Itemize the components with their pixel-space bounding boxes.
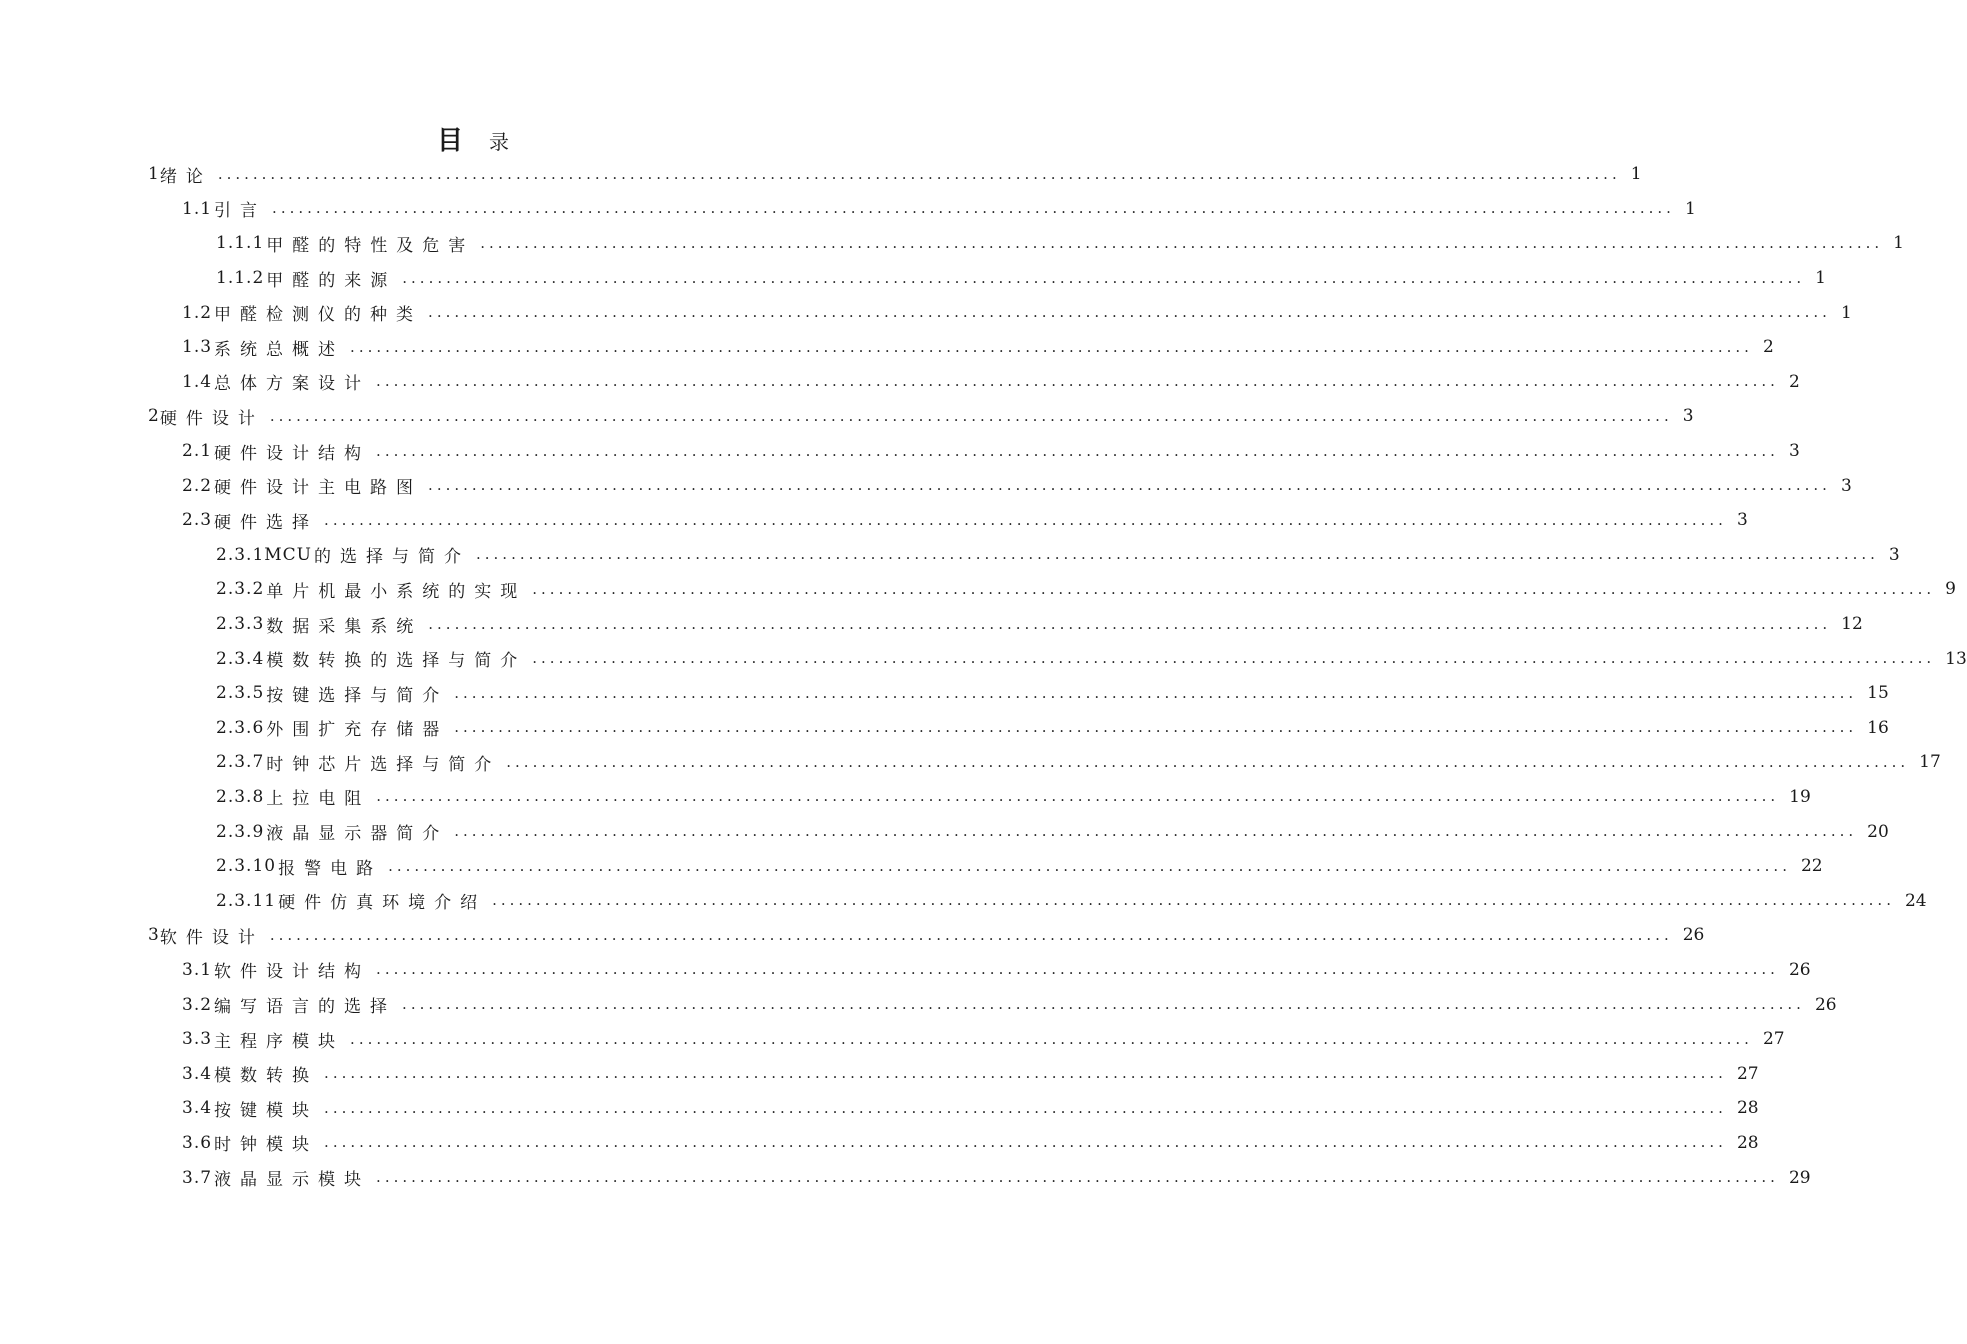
- toc-entry-number: 3.2: [182, 994, 213, 1015]
- toc-entry[interactable]: [0, 1160, 1811, 1195]
- toc-entry-number: 2.3: [182, 510, 213, 531]
- toc-entry-page: 28: [1736, 1132, 1759, 1153]
- toc-entry-page: 26: [1682, 925, 1705, 946]
- toc-entry[interactable]: [0, 1126, 1759, 1161]
- toc-dot-leader: ................................................................................................................................................................: [376, 1168, 1779, 1187]
- toc-entry-number: 3.4: [182, 1098, 213, 1119]
- toc-entry-number: 3.3: [182, 1029, 213, 1050]
- toc-entry-page: 2: [1788, 371, 1800, 392]
- toc-entry[interactable]: [0, 365, 1800, 400]
- toc-entry[interactable]: [0, 261, 1826, 296]
- toc-entry-page: 26: [1814, 994, 1837, 1015]
- toc-dot-leader: ................................................................................................................................................................: [428, 614, 1832, 633]
- toc-entry-page: 27: [1762, 1029, 1785, 1050]
- toc-entry-number: 1: [148, 164, 160, 185]
- toc-entry-page: 1: [1684, 198, 1696, 219]
- table-of-contents: [0, 157, 1967, 1195]
- toc-entry-page: 13: [1945, 648, 1967, 669]
- toc-entry-number: 2.3.8: [216, 786, 265, 807]
- toc-entry[interactable]: [0, 468, 1852, 503]
- toc-entry-page: 24: [1904, 890, 1927, 911]
- toc-title-main: 目: [436, 126, 467, 156]
- toc-dot-leader: ................................................................................................................................................................: [324, 1098, 1727, 1117]
- toc-dot-leader: ................................................................................................................................................................: [428, 476, 1831, 495]
- toc-entry-number: 2.3.5: [216, 683, 265, 704]
- toc-entry-page: 2: [1762, 337, 1774, 358]
- toc-entry-label: 甲醛的特性及危害: [266, 235, 475, 256]
- toc-entry-number: 3.4: [182, 1063, 213, 1084]
- toc-entry-label: 编写语言的选择: [214, 997, 397, 1018]
- toc-entry[interactable]: [0, 157, 1642, 192]
- toc-entry-label: 液晶显示模块: [214, 1170, 371, 1191]
- toc-entry-page: 1: [1630, 164, 1642, 185]
- toc-entry-label: 液晶显示器简介: [266, 824, 449, 845]
- toc-entry-label: 系统总概述: [214, 339, 345, 360]
- toc-dot-leader: ................................................................................................................................................................: [388, 856, 1791, 875]
- toc-entry-page: 3: [1736, 510, 1748, 531]
- toc-entry-page: 27: [1736, 1063, 1759, 1084]
- toc-entry[interactable]: [0, 399, 1694, 434]
- toc-entry-label: 硬件选择: [214, 512, 319, 533]
- toc-entry-number: 2.3.9: [216, 821, 265, 842]
- toc-entry-label: 上拉电阻: [266, 789, 371, 810]
- toc-entry-number: 2.3.2: [216, 579, 265, 600]
- toc-entry-label: 按键选择与简介: [266, 685, 449, 706]
- toc-dot-leader: ................................................................................................................................................................: [454, 683, 1858, 702]
- toc-entry[interactable]: [0, 745, 1941, 780]
- toc-entry[interactable]: [0, 330, 1774, 365]
- toc-dot-leader: ................................................................................................................................................................: [269, 406, 1673, 425]
- toc-entry-page: 1: [1840, 302, 1852, 323]
- toc-entry-label: 报警电路: [278, 858, 383, 879]
- toc-entry-label: 时钟模块: [214, 1135, 319, 1156]
- toc-entry-number: 1.2: [182, 302, 213, 323]
- toc-dot-leader: ................................................................................................................................................................: [376, 372, 1779, 391]
- toc-entry[interactable]: [0, 295, 1852, 330]
- toc-entry[interactable]: [0, 1056, 1759, 1091]
- toc-dot-leader: ................................................................................................................................................................: [350, 337, 1753, 356]
- toc-entry-page: 29: [1788, 1167, 1811, 1188]
- toc-entry-number: 2.3.4: [216, 648, 265, 669]
- toc-entry[interactable]: [0, 814, 1889, 849]
- toc-entry-label: 模数转换: [214, 1066, 319, 1087]
- toc-dot-leader: ................................................................................................................................................................: [532, 649, 1936, 668]
- toc-entry-label: 软件设计结构: [214, 962, 371, 983]
- toc-entry[interactable]: [0, 434, 1800, 469]
- toc-dot-leader: ................................................................................................................................................................: [454, 822, 1858, 841]
- toc-dot-leader: ................................................................................................................................................................: [324, 1064, 1727, 1083]
- toc-entry-label: 单片机最小系统的实现: [266, 581, 527, 602]
- toc-entry-page: 20: [1867, 821, 1889, 842]
- toc-entry-page: 3: [1888, 544, 1900, 565]
- toc-entry[interactable]: [0, 192, 1696, 227]
- toc-dot-leader: ................................................................................................................................................................: [269, 925, 1673, 944]
- toc-entry-label: 硬件设计: [159, 408, 264, 429]
- toc-entry-label: 引言: [214, 201, 267, 222]
- toc-entry-page: 17: [1919, 752, 1941, 773]
- toc-entry-number: 2.3.10: [216, 856, 277, 877]
- toc-entry-page: 26: [1788, 959, 1811, 980]
- toc-dot-leader: ................................................................................................................................................................: [217, 164, 1621, 183]
- toc-entry-label: 绪论: [159, 166, 212, 187]
- toc-dot-leader: ................................................................................................................................................................: [492, 891, 1895, 910]
- toc-dot-leader: ................................................................................................................................................................: [272, 199, 1675, 218]
- toc-entry-label: 按键模块: [214, 1100, 319, 1121]
- toc-entry-page: 12: [1841, 614, 1863, 635]
- toc-entry-label: 主程序模块: [214, 1031, 345, 1052]
- toc-entry-page: 22: [1800, 856, 1823, 877]
- toc-entry-page: 3: [1840, 475, 1852, 496]
- toc-dot-leader: ................................................................................................................................................................: [428, 303, 1831, 322]
- toc-title: [0, 120, 950, 157]
- toc-entry[interactable]: [0, 1022, 1785, 1057]
- toc-entry[interactable]: [0, 918, 1705, 953]
- toc-dot-leader: ................................................................................................................................................................: [532, 579, 1936, 598]
- toc-dot-leader: ................................................................................................................................................................: [402, 268, 1806, 287]
- toc-entry-label: 甲醛检测仪的种类: [214, 305, 423, 326]
- toc-entry-page: 15: [1867, 683, 1889, 704]
- toc-entry-number: 3: [148, 925, 160, 946]
- toc-entry[interactable]: [0, 987, 1837, 1022]
- toc-entry[interactable]: [0, 503, 1748, 538]
- toc-entry[interactable]: [0, 538, 1900, 573]
- toc-entry-label: 硬件设计结构: [214, 443, 371, 464]
- toc-entry-number: 1.1: [182, 198, 213, 219]
- toc-dot-leader: ................................................................................................................................................................: [402, 995, 1805, 1014]
- toc-entry-label: 硬件设计主电路图: [214, 478, 423, 499]
- toc-dot-leader: ................................................................................................................................................................: [376, 960, 1779, 979]
- toc-entry-number: 1.3: [182, 337, 213, 358]
- toc-entry-number: 3.1: [182, 959, 213, 980]
- toc-entry[interactable]: [0, 226, 1904, 261]
- toc-dot-leader: ................................................................................................................................................................: [376, 441, 1779, 460]
- toc-entry[interactable]: [0, 780, 1811, 815]
- toc-entry-number: 2.1: [182, 441, 213, 462]
- toc-entry-number: 3.7: [182, 1167, 213, 1188]
- toc-entry[interactable]: [0, 953, 1811, 988]
- toc-dot-leader: ................................................................................................................................................................: [480, 233, 1884, 252]
- toc-entry-page: 19: [1789, 786, 1811, 807]
- toc-dot-leader: ................................................................................................................................................................: [376, 787, 1780, 806]
- toc-entry-label: 总体方案设计: [214, 374, 371, 395]
- toc-entry-page: 9: [1945, 579, 1956, 600]
- toc-entry-label: 数据采集系统: [266, 616, 423, 637]
- toc-entry-number: 2.3.6: [216, 717, 265, 738]
- toc-entry[interactable]: [0, 572, 1956, 607]
- toc-entry-number: 1.4: [182, 371, 213, 392]
- toc-dot-leader: ................................................................................................................................................................: [506, 752, 1910, 771]
- toc-entry-number: 2.3.3: [216, 614, 265, 635]
- toc-entry-label: 时钟芯片选择与简介: [266, 754, 501, 775]
- toc-entry-label: 甲醛的来源: [266, 270, 397, 291]
- toc-entry[interactable]: [0, 676, 1889, 711]
- toc-entry-page: 1: [1893, 233, 1904, 254]
- toc-entry-number: 2: [148, 406, 160, 427]
- toc-dot-leader: ................................................................................................................................................................: [324, 1133, 1727, 1152]
- toc-entry[interactable]: [0, 641, 1967, 676]
- toc-entry-label: 软件设计: [159, 927, 264, 948]
- toc-entry-number: 2.3.11: [216, 890, 277, 911]
- toc-entry-number: 3.6: [182, 1132, 213, 1153]
- toc-entry[interactable]: [0, 711, 1889, 746]
- toc-entry-number: 2.3.7: [216, 752, 265, 773]
- toc-dot-leader: ................................................................................................................................................................: [454, 718, 1858, 737]
- toc-dot-leader: ................................................................................................................................................................: [476, 545, 1879, 564]
- toc-entry-page: 3: [1788, 441, 1800, 462]
- toc-entry-label: 的选择与简介: [314, 547, 470, 568]
- toc-entry[interactable]: [0, 849, 1823, 884]
- toc-title-sub: 录: [489, 130, 513, 154]
- toc-entry-label: 外围扩充存储器: [266, 720, 449, 741]
- toc-dot-leader: ................................................................................................................................................................: [324, 510, 1727, 529]
- toc-entry-page: 3: [1682, 406, 1694, 427]
- toc-entry-label: 模数转换的选择与简介: [266, 651, 527, 672]
- toc-dot-leader: ................................................................................................................................................................: [350, 1029, 1753, 1048]
- toc-entry-page: 1: [1815, 268, 1826, 289]
- toc-entry-number: 1.1.2: [216, 268, 265, 289]
- toc-entry-number: 2.3.1MCU: [216, 544, 312, 565]
- toc-entry[interactable]: [0, 607, 1863, 642]
- toc-entry-number: 2.2: [182, 475, 213, 496]
- toc-entry[interactable]: [0, 883, 1927, 918]
- toc-entry-number: 1.1.1: [216, 233, 265, 254]
- toc-entry-label: 硬件仿真环境介绍: [278, 893, 487, 914]
- toc-entry[interactable]: [0, 1091, 1759, 1126]
- toc-entry-page: 16: [1867, 717, 1889, 738]
- toc-entry-page: 28: [1736, 1098, 1759, 1119]
